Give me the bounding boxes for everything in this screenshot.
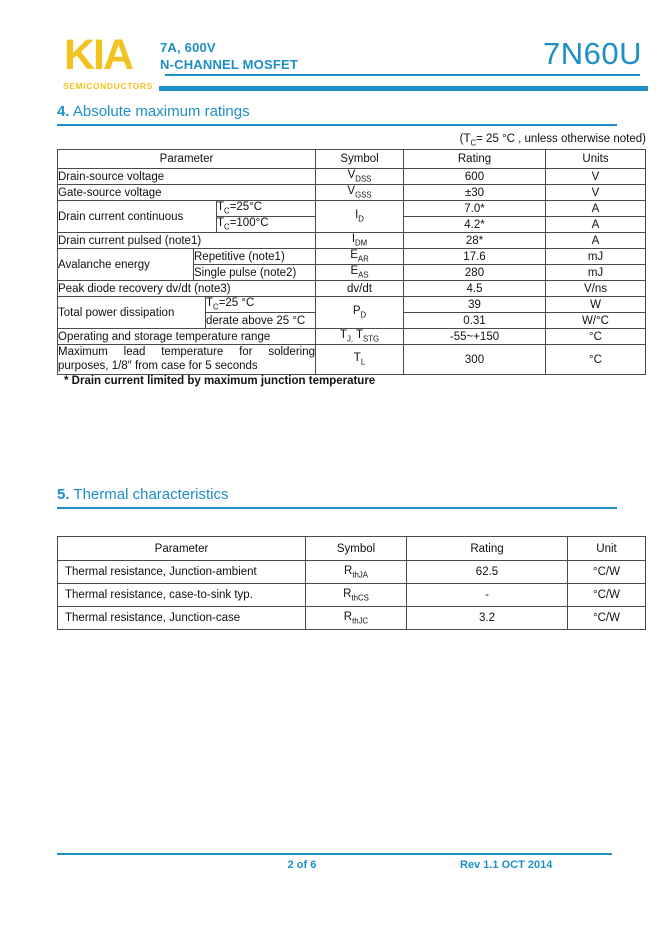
brand-logo: KIA: [64, 31, 133, 79]
table-row-ear: [58, 249, 646, 265]
cell-rating: 39: [404, 297, 546, 313]
cell-parameter: Drain current continuous: [58, 201, 217, 233]
cell-rating: -: [407, 584, 568, 607]
cell-symbol: $V_{GSS}$: [316, 185, 404, 201]
header-rule-thick: [159, 86, 648, 91]
cell-units: mJ: [546, 249, 646, 265]
cell-unit: °C/W: [568, 607, 646, 630]
table-row-rthja: [58, 561, 646, 584]
cell-unit: °C/W: [568, 561, 646, 584]
cell-units: °C: [546, 329, 646, 345]
cell-symbol: $R_{thCS}$: [306, 584, 407, 607]
table-row-pd-25c: [58, 297, 646, 313]
cell-units: V: [546, 169, 646, 185]
condition-note: ($T_C= 25$ °C , unless otherwise noted): [459, 133, 646, 148]
abs-max-table: [57, 149, 646, 375]
cell-parameter: Thermal resistance, case-to-sink typ.: [58, 584, 306, 607]
cell-rating: 300: [404, 345, 546, 375]
table-row-id-25c: [58, 201, 646, 217]
cell-condition: $T_C=25$ °C: [206, 297, 316, 313]
cell-units: W: [546, 297, 646, 313]
section-title: Thermal characteristics: [73, 486, 229, 503]
cell-parameter: Gate-source voltage: [58, 185, 316, 201]
table-row-idm: [58, 233, 646, 249]
col-header-symbol: Symbol: [316, 150, 404, 169]
cell-parameter: Avalanche energy: [58, 249, 194, 281]
cell-symbol: $R_{thJC}$: [306, 607, 407, 630]
col-header-rating: Rating: [404, 150, 546, 169]
cell-symbol: dv/dt: [316, 281, 404, 297]
footnote: * Drain current limited by maximum junction temperature: [64, 375, 376, 387]
cell-rating: ±30: [404, 185, 546, 201]
table-row-rthcs: [58, 584, 646, 607]
cell-parameter: Operating and storage temperature range: [58, 329, 316, 345]
cell-unit: °C/W: [568, 584, 646, 607]
table-row-dvdt: [58, 281, 646, 297]
cell-symbol: $T_{J,}$ $T_{STG}$: [316, 329, 404, 345]
cell-rating: 28*: [404, 233, 546, 249]
cell-parameter: Thermal resistance, Junction-case: [58, 607, 306, 630]
header-rule-thin: [165, 74, 640, 76]
cell-parameter: Peak diode recovery dv/dt (note3): [58, 281, 316, 297]
abs-max-header-row: [58, 150, 646, 169]
table-row-rthjc: [58, 607, 646, 630]
footer-rule: [57, 853, 612, 855]
col-header-unit: Unit: [568, 537, 646, 561]
brand-tagline: SEMICONDUCTORS: [63, 81, 153, 91]
page-indicator: 2 of 6: [287, 859, 317, 871]
table-row-tj-tstg: [58, 329, 646, 345]
cell-rating: 7.0*: [404, 201, 546, 217]
cell-parameter: Total power dissipation: [58, 297, 206, 329]
cell-parameter: Maximum lead temperature for soldering purposes, 1/8″ from case for 5 seconds: [58, 345, 316, 375]
cell-units: mJ: [546, 265, 646, 281]
section-number: 4.: [57, 103, 70, 120]
cell-rating: 600: [404, 169, 546, 185]
section-heading-thermal: [57, 486, 617, 509]
thermal-header-row: [58, 537, 646, 561]
cell-units: A: [546, 201, 646, 217]
product-subtitle-line1: 7A, 600V: [160, 40, 216, 55]
cell-units: W/°C: [546, 313, 646, 329]
cell-rating: 3.2: [407, 607, 568, 630]
cell-rating: 0.31: [404, 313, 546, 329]
cell-rating: -55~+150: [404, 329, 546, 345]
section-number: 5.: [57, 486, 70, 503]
cell-condition: derate above 25 °C: [206, 313, 316, 329]
cell-condition: Single pulse (note2): [194, 265, 316, 281]
section-title: Absolute maximum ratings: [72, 103, 250, 120]
col-header-units: Units: [546, 150, 646, 169]
thermal-table: [57, 536, 646, 630]
cell-condition: $T_C=25^\circ C$: [217, 201, 316, 217]
table-row-vdss: [58, 169, 646, 185]
cell-symbol: $P_D$: [316, 297, 404, 329]
cell-units: °C: [546, 345, 646, 375]
cell-condition: Repetitive (note1): [194, 249, 316, 265]
revision-label: Rev 1.1 OCT 2014: [460, 859, 553, 871]
cell-units: A: [546, 217, 646, 233]
col-header-parameter: Parameter: [58, 537, 306, 561]
cell-units: V/ns: [546, 281, 646, 297]
cell-symbol: $R_{thJA}$: [306, 561, 407, 584]
cell-units: V: [546, 185, 646, 201]
cell-parameter: Drain current pulsed (note1): [58, 233, 316, 249]
section-heading-abs-max: [57, 103, 617, 126]
col-header-parameter: Parameter: [58, 150, 316, 169]
col-header-rating: Rating: [407, 537, 568, 561]
product-subtitle: [160, 39, 298, 73]
cell-rating: 62.5: [407, 561, 568, 584]
cell-symbol: $I_D$: [316, 201, 404, 233]
cell-rating: 4.2*: [404, 217, 546, 233]
cell-condition: $T_C=100^\circ C$: [217, 217, 316, 233]
cell-symbol: $E_{AS}$: [316, 265, 404, 281]
part-number: 7N60U: [543, 36, 642, 71]
cell-parameter: Thermal resistance, Junction-ambient: [58, 561, 306, 584]
cell-parameter: Drain-source voltage: [58, 169, 316, 185]
table-row-tl: [58, 345, 646, 375]
cell-rating: 280: [404, 265, 546, 281]
product-subtitle-line2: N-CHANNEL MOSFET: [160, 57, 299, 72]
cell-units: A: [546, 233, 646, 249]
cell-symbol: $T_L$: [316, 345, 404, 375]
table-row-vgss: [58, 185, 646, 201]
cell-rating: 17.6: [404, 249, 546, 265]
cell-symbol: $E_{AR}$: [316, 249, 404, 265]
col-header-symbol: Symbol: [306, 537, 407, 561]
cell-rating: 4.5: [404, 281, 546, 297]
cell-symbol: $I_{DM}$: [316, 233, 404, 249]
cell-symbol: $V_{DSS}$: [316, 169, 404, 185]
